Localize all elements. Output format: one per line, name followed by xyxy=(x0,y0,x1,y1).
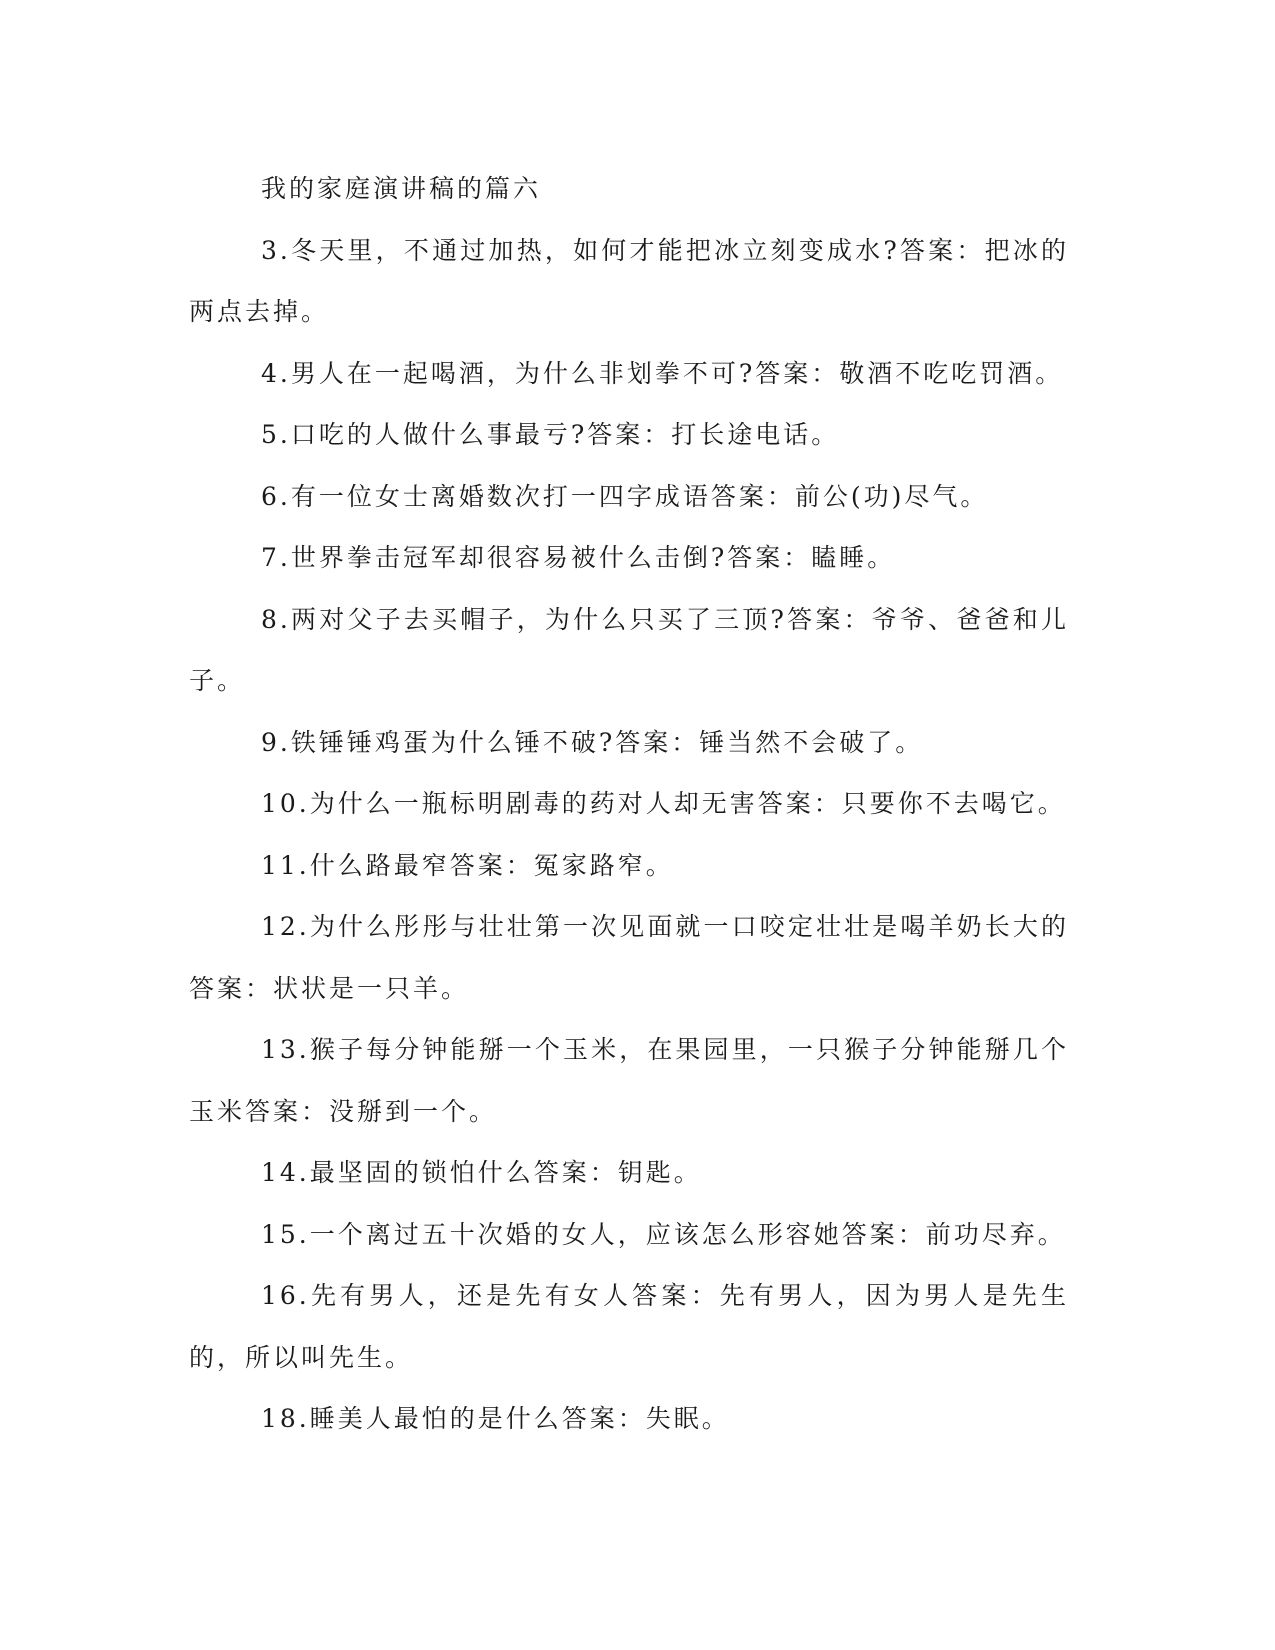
paragraph-11: 11.什么路最窄答案：冤家路窄。 xyxy=(261,850,674,880)
paragraph-18: 18.睡美人最怕的是什么答案：失眠。 xyxy=(261,1404,730,1433)
document-page xyxy=(189,158,1069,1450)
paragraph-5: 5.口吃的人做什么事最亏?答案：打长途电话。 xyxy=(261,420,840,449)
paragraph-12: 12.为什么彤彤与壮壮第一次见面就一口咬定壮壮是喝羊奶长大的答案：状状是一只羊。 xyxy=(189,912,1069,1003)
paragraph-13: 13.猴子每分钟能掰一个玉米，在果园里，一只猴子分钟能掰几个玉米答案：没掰到一个。 xyxy=(189,1035,1069,1126)
paragraph-4: 4.男人在一起喝酒，为什么非划拳不可?答案：敬酒不吃吃罚酒。 xyxy=(261,358,1064,388)
paragraph-14: 14.最坚固的锁怕什么答案：钥匙。 xyxy=(261,1158,702,1187)
paragraph-10: 10.为什么一瓶标明剧毒的药对人却无害答案：只要你不去喝它。 xyxy=(261,789,1066,818)
document-title: 我的家庭演讲稿的篇六 xyxy=(261,174,542,203)
paragraph-8: 8.两对父子去买帽子，为什么只买了三顶?答案：爷爷、爸爸和儿子。 xyxy=(189,604,1069,695)
paragraph-3: 3.冬天里，不通过加热，如何才能把冰立刻变成水?答案：把冰的两点去掉。 xyxy=(189,235,1069,326)
paragraph-16: 16.先有男人，还是先有女人答案：先有男人，因为男人是先生的，所以叫先生。 xyxy=(189,1281,1069,1372)
paragraph-7: 7.世界拳击冠军却很容易被什么击倒?答案：瞌睡。 xyxy=(261,543,896,572)
paragraph-6: 6.有一位女士离婚数次打一四字成语答案：前公(功)尽气。 xyxy=(261,481,989,511)
paragraph-15: 15.一个离过五十次婚的女人，应该怎么形容她答案：前功尽弃。 xyxy=(261,1219,1066,1249)
paragraph-9: 9.铁锤锤鸡蛋为什么锤不破?答案：锤当然不会破了。 xyxy=(261,727,924,757)
